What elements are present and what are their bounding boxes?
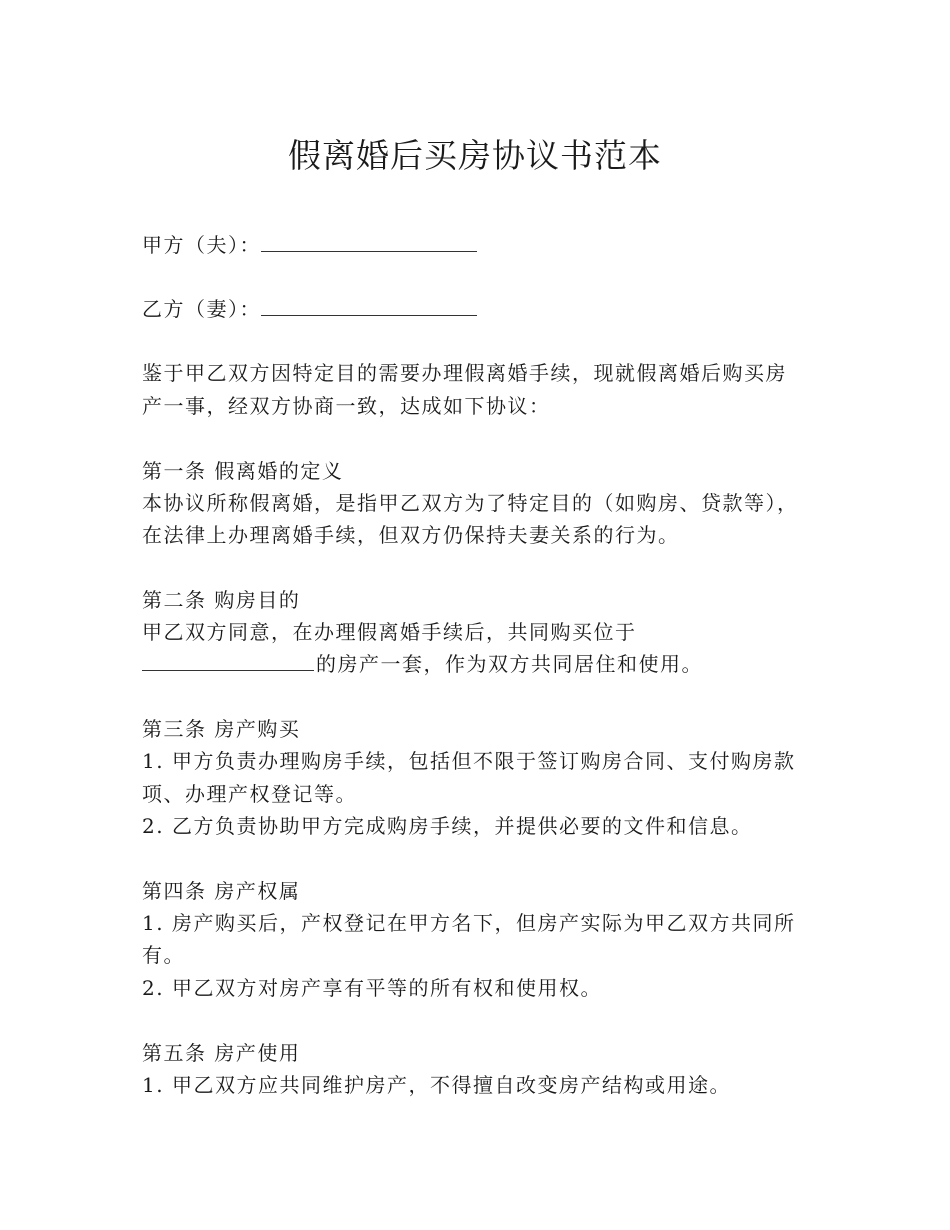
article-text-line: 甲乙双方同意，在办理假离婚手续后，共同购买位于 [142, 620, 637, 644]
party-a-blank [261, 231, 477, 252]
article-text-line: 有。 [142, 943, 185, 967]
party-b-blank [261, 295, 477, 316]
party-b-label: 乙方（妻）： [142, 297, 261, 321]
article-text-line: 1. 房产购买后，产权登记在甲方名下，但房产实际为甲乙双方共同所 [142, 911, 796, 935]
address-line [142, 648, 703, 680]
article-heading: 第四条 房产权属 [142, 879, 301, 903]
party-a-label: 甲方（夫）： [142, 233, 261, 257]
preamble-line: 鉴于甲乙双方因特定目的需要办理假离婚手续，现就假离婚后购买房 [142, 361, 787, 385]
preamble-line: 产一事，经双方协商一致，达成如下协议： [142, 394, 551, 418]
article-text-line: 1. 甲方负责办理购房手续，包括但不限于签订购房合同、支付购房款 [142, 749, 796, 773]
article-text-line: 2. 甲乙双方对房产享有平等的所有权和使用权。 [142, 976, 602, 1000]
article-text-line: 本协议所称假离婚，是指甲乙双方为了特定目的（如购房、贷款等）， [142, 491, 799, 515]
article-heading: 第一条 假离婚的定义 [142, 459, 344, 483]
article-text-line: 2. 乙方负责协助甲方完成购房手续，并提供必要的文件和信息。 [142, 814, 753, 838]
document-title: 假离婚后买房协议书范本 [288, 136, 662, 175]
party-a-line [142, 229, 477, 261]
article-heading: 第三条 房产购买 [142, 717, 301, 741]
article-text-line: 项、办理产权登记等。 [142, 782, 357, 806]
address-blank [142, 650, 314, 671]
article-heading: 第五条 房产使用 [142, 1041, 301, 1065]
article-heading: 第二条 购房目的 [142, 588, 301, 612]
party-b-line [142, 293, 477, 325]
article-text-line: 在法律上办理离婚手续，但双方仍保持夫妻关系的行为。 [142, 523, 680, 547]
article-text-line: 的房产一套，作为双方共同居住和使用。 [316, 652, 703, 676]
article-text-line: 1. 甲乙双方应共同维护房产，不得擅自改变房产结构或用途。 [142, 1073, 731, 1097]
